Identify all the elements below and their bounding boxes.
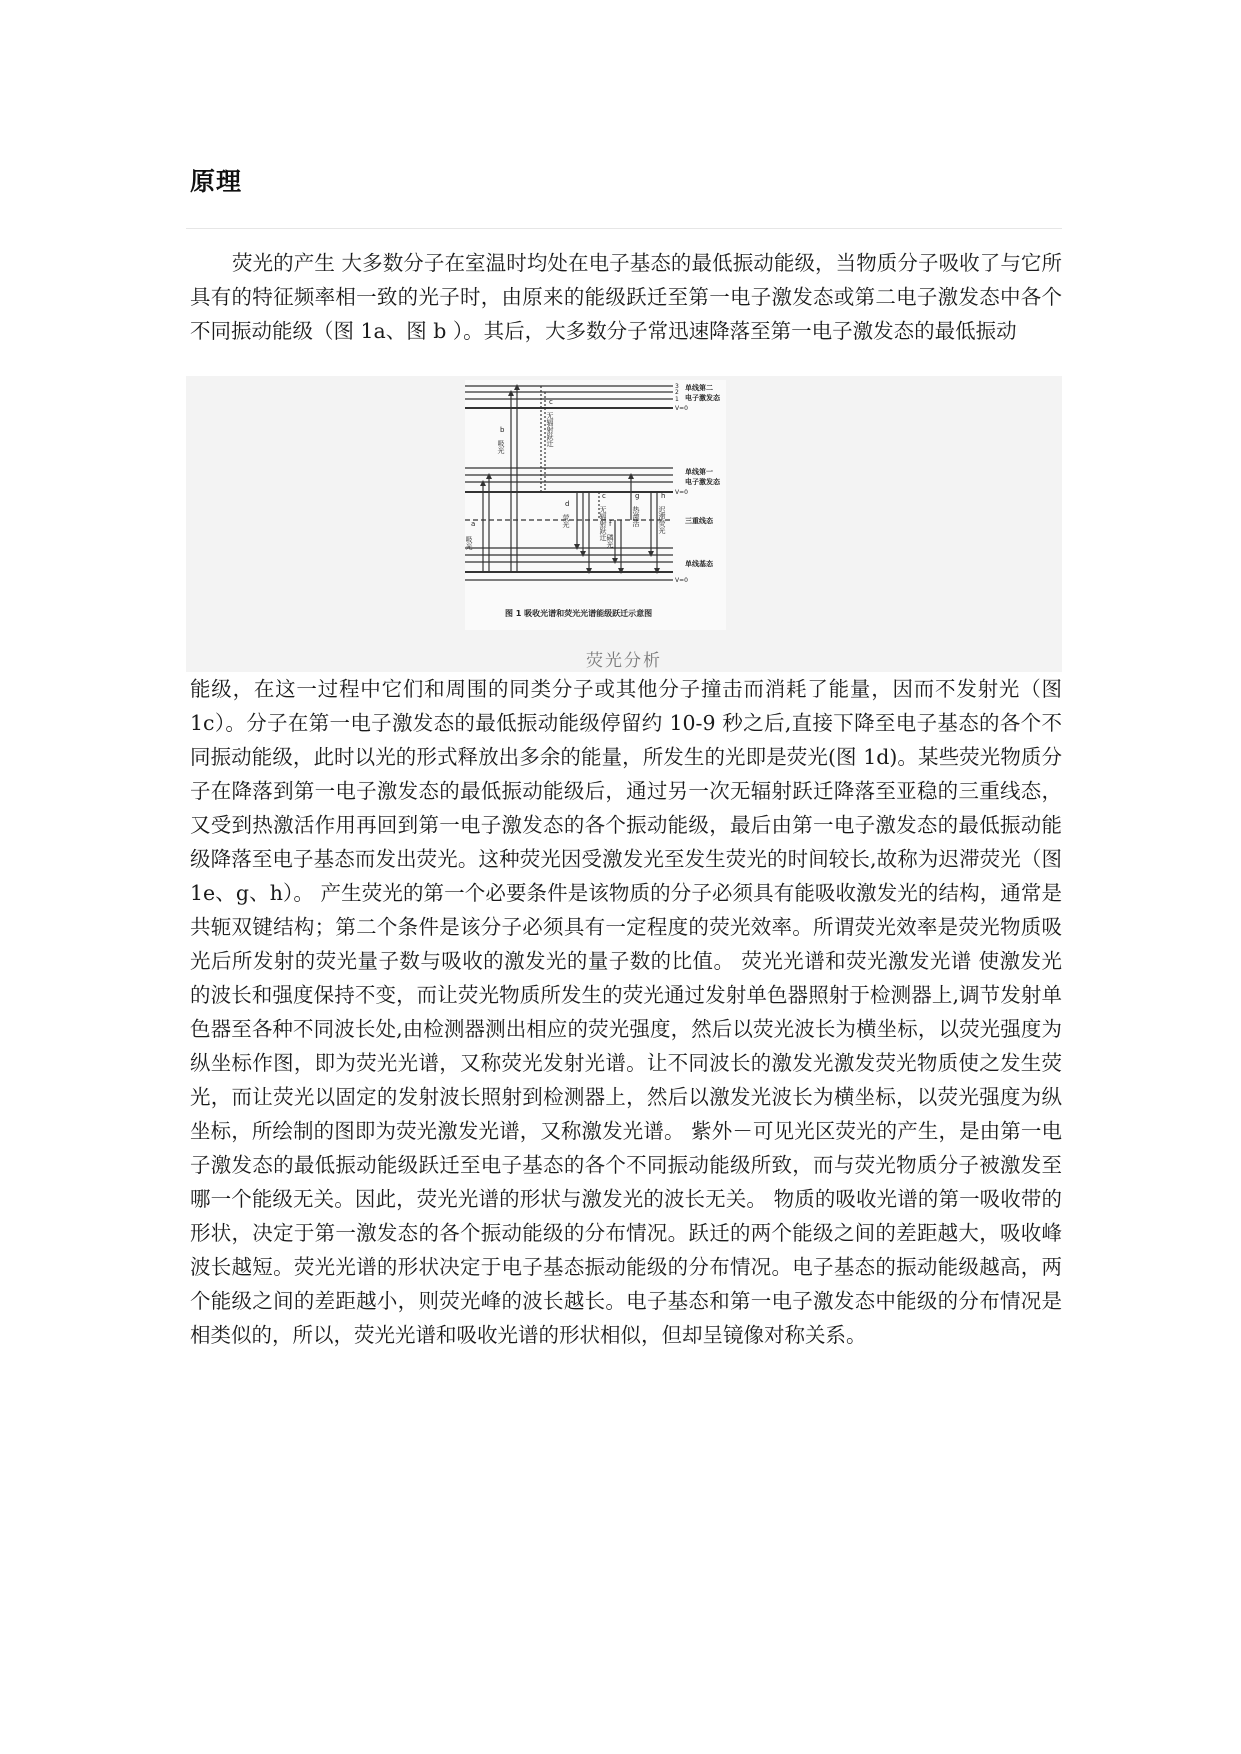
transition-label-g: 热激活 [632,506,640,527]
transition-label-a: 吸光 [465,536,473,550]
transition-letter-f: f [609,520,612,528]
state-label-s1-line2: 电子激发态 [685,478,720,486]
transition-label-h: 迟滞荧光 [658,506,666,534]
transition-letter-g: g [635,492,640,500]
transition-letter-h: h [661,492,666,500]
vib-label-1: 1 [675,396,679,403]
vib-label-v0-s2: V=0 [675,405,688,412]
heading-divider [186,228,1062,229]
vib-label-v0-s1: V=0 [675,489,688,496]
state-label-s1-line1: 单线第一 [685,468,713,476]
transition-letter-d: d [565,500,570,508]
transition-letter-c2: c [602,492,606,500]
state-label-s2-line2: 电子激发态 [685,394,720,402]
transition-letter-c: c [549,398,553,406]
vib-label-3: 3 [675,383,679,390]
state-label-triplet: 三重线态 [685,517,713,525]
transition-letter-a: a [471,520,476,528]
vib-label-v0-s0: V=0 [675,577,688,584]
transition-label-b: 吸光 [497,440,505,454]
state-label-s0: 单线基态 [685,560,713,568]
transition-label-c2: 无辐射跃迁 [599,506,607,541]
section-heading: 原理 [190,167,243,196]
energy-level-diagram-svg [465,380,726,630]
transition-label-c: 无辐射跃迁 [546,412,554,447]
energy-level-diagram [465,380,726,630]
transition-letter-b: b [500,426,505,434]
transition-label-f: 磷光 [606,534,614,548]
figure-caption: 荧光分析 [586,651,662,671]
paragraph-fluorescence-details: 能级，在这一过程中它们和周围的同类分子或其他分子撞击而消耗了能量，因而不发射光（图 1c）。分子在第一电子激发态的最低振动能级停留约 10-9 秒之后,直接下降至电子基态的各个不同振动能级，此时以光的形式释放出多余的能量，所发生的光即是荧光(图 1d)。某些荧光物质分子在降落到第一电子激发态的最低振动能级后，通过另一次无辐射跃迁降落至亚稳的三重线态，又受到热激活作用再回到第一电子激发态的各个振动能级，最后由第一电子激发态的最低振动能级降落至电子基态而发出荧光。这种荧光因受激发光至发生荧光的时间较长,故称为迟滞荧光（图 1e、g、h）。 产生荧光的第一个必要条件是该物质的分子必须具有能吸收激发光的结构，通常是共轭双键结构；第二个条件是该分子必须具有一定程度的荧光效率。所谓荧光效率是荧光物质吸光后所发射的荧光量子数与吸收的激发光的量子数的比值。 荧光光谱和荧光激发光谱 使激发光的波长和强度保持不变，而让荧光物质所发生的荧光通过发射单色器照射于检测器上,调节发射单色器至各种不同波长处,由检测器测出相应的荧光强度，然后以荧光波长为横坐标，以荧光强度为纵坐标作图，即为荧光光谱，又称荧光发射光谱。让不同波长的激发光激发荧光物质使之发生荧光，而让荧光以固定的发射波长照射到检测器上，然后以激发光波长为横坐标，以荧光强度为纵坐标，所绘制的图即为荧光激发光谱，又称激发光谱。 紫外－可见光区荧光的产生，是由第一电子激发态的最低振动能级跃迁至电子基态的各个不同振动能级所致，而与荧光物质分子被激发至哪一个能级无关。因此，荧光光谱的形状与激发光的波长无关。 物质的吸收光谱的第一吸收带的形状，决定于第一激发态的各个振动能级的分布情况。跃迁的两个能级之间的差距越大，吸收峰波长越短。荧光光谱的形状决定于电子基态振动能级的分布情况。电子基态的振动能级越高，两个能级之间的差距越小，则荧光峰的波长越长。电子基态和第一电子激发态中能级的分布情况是相类似的，所以，荧光光谱和吸收光谱的形状相似，但却呈镜像对称关系。 [190,677,1062,1347]
state-label-s2-line1: 单线第二 [685,384,713,392]
transition-label-d: 荧光 [562,514,570,528]
vib-label-2: 2 [675,389,679,396]
paragraph-fluorescence-origin: 荧光的产生 大多数分子在室温时均处在电子基态的最低振动能级，当物质分子吸收了与它所具有的特征频率相一致的光子时，由原来的能级跃迁至第一电子激发态或第二电子激发态中各个不同振动能级（图 1a、图 b ）。其后，大多数分子常迅速降落至第一电子激发态的最低振动 [190,251,1062,343]
figure-block [186,376,1062,672]
diagram-title: 图 1 吸收光谱和荧光光谱能级跃迁示意图 [505,609,653,618]
